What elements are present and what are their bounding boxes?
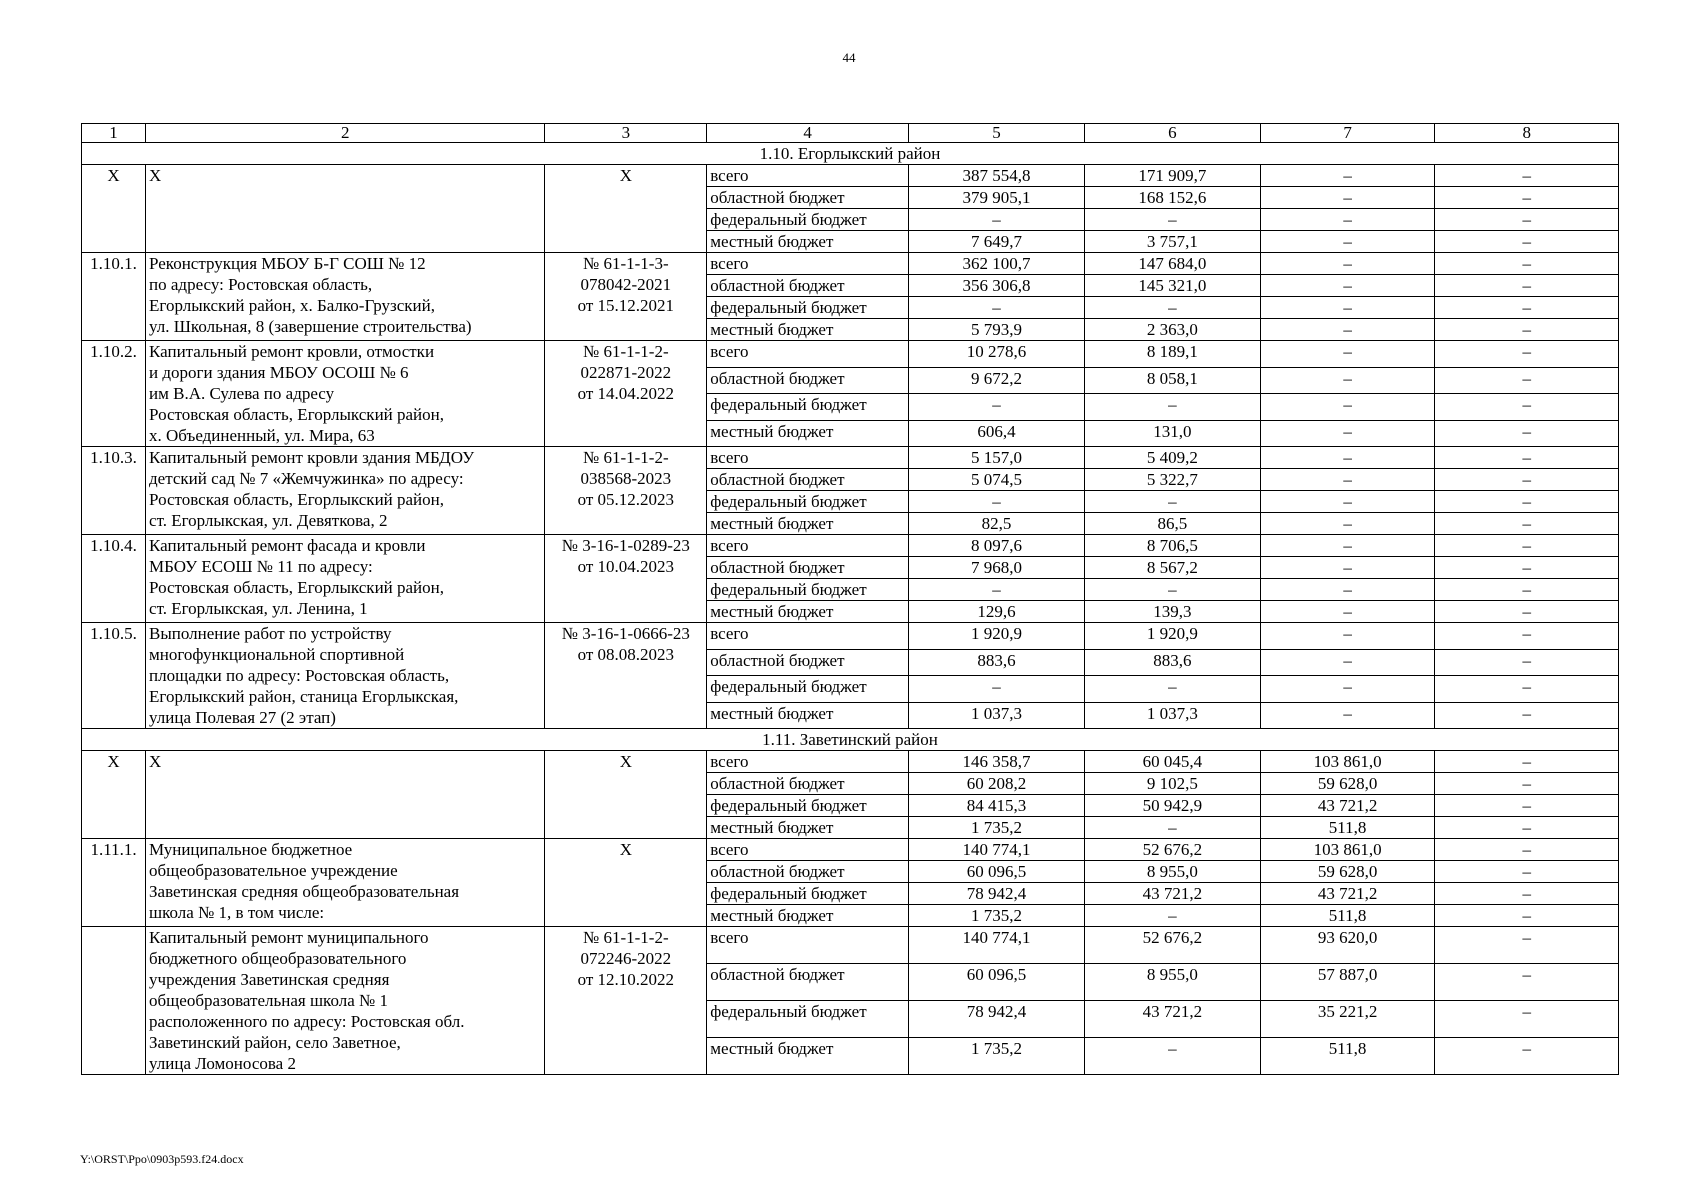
value-col-7: 35 221,2	[1260, 1001, 1435, 1038]
value-col-7: –	[1260, 209, 1435, 231]
object-description-cell: Капитальный ремонт кровли, отмостки и дороги здания МБОУ ОСОШ № 6 им В.А. Сулева по адресу Ростовская область, Егорлыкский район, х. Объединенный, ул. Мира, 63	[146, 341, 545, 447]
value-col-7: –	[1260, 579, 1435, 601]
value-col-6: 8 955,0	[1084, 964, 1260, 1001]
value-col-5: –	[909, 579, 1085, 601]
document-number-cell: X	[545, 751, 707, 839]
budget-source-label: всего	[707, 253, 909, 275]
value-col-6: –	[1084, 905, 1260, 927]
item-number-cell	[82, 927, 146, 1075]
value-col-5: 82,5	[909, 513, 1085, 535]
budget-source-label: местный бюджет	[707, 905, 909, 927]
budget-source-label: федеральный бюджет	[707, 491, 909, 513]
value-col-6: –	[1084, 394, 1260, 421]
value-col-5: 84 415,3	[909, 795, 1085, 817]
value-col-6: 3 757,1	[1084, 231, 1260, 253]
budget-source-label: всего	[707, 535, 909, 557]
section-title: 1.11. Заветинский район	[82, 729, 1619, 751]
table-row	[82, 927, 1619, 964]
document-number-cell: № 61-1-1-2- 022871-2022 от 14.04.2022	[545, 341, 707, 447]
value-col-8: –	[1435, 469, 1619, 491]
value-col-5: 140 774,1	[909, 839, 1085, 861]
table-row	[82, 623, 1619, 650]
value-col-7: 511,8	[1260, 905, 1435, 927]
budget-source-label: всего	[707, 341, 909, 368]
value-col-8: –	[1435, 601, 1619, 623]
value-col-7: 511,8	[1260, 817, 1435, 839]
budget-source-label: федеральный бюджет	[707, 883, 909, 905]
table-row	[82, 165, 1619, 187]
value-col-5: 10 278,6	[909, 341, 1085, 368]
value-col-7: –	[1260, 447, 1435, 469]
item-number-cell: 1.10.5.	[82, 623, 146, 729]
budget-source-label: федеральный бюджет	[707, 676, 909, 703]
document-number-cell: X	[545, 839, 707, 927]
value-col-5: 60 208,2	[909, 773, 1085, 795]
value-col-5: 362 100,7	[909, 253, 1085, 275]
value-col-7: –	[1260, 420, 1435, 447]
budget-source-label: всего	[707, 165, 909, 187]
value-col-6: 43 721,2	[1084, 1001, 1260, 1038]
column-number: 2	[146, 124, 545, 143]
value-col-7: 93 620,0	[1260, 927, 1435, 964]
value-col-6: 1 037,3	[1084, 702, 1260, 729]
item-number-cell: 1.10.3.	[82, 447, 146, 535]
value-col-8: –	[1435, 649, 1619, 676]
value-col-7: –	[1260, 165, 1435, 187]
item-number-cell: 1.10.2.	[82, 341, 146, 447]
value-col-8: –	[1435, 927, 1619, 964]
value-col-7: –	[1260, 601, 1435, 623]
table-row	[82, 447, 1619, 469]
value-col-5: 9 672,2	[909, 367, 1085, 394]
value-col-6: 52 676,2	[1084, 927, 1260, 964]
value-col-7: –	[1260, 513, 1435, 535]
budget-source-label: местный бюджет	[707, 817, 909, 839]
value-col-5: 5 074,5	[909, 469, 1085, 491]
budget-source-label: областной бюджет	[707, 557, 909, 579]
column-number: 6	[1084, 124, 1260, 143]
budget-source-label: местный бюджет	[707, 702, 909, 729]
budget-source-label: всего	[707, 839, 909, 861]
value-col-7: –	[1260, 623, 1435, 650]
object-description-cell: Муниципальное бюджетное общеобразовательное учреждение Заветинская средняя общеобразовательная школа № 1, в том числе:	[146, 839, 545, 927]
value-col-8: –	[1435, 535, 1619, 557]
value-col-7: –	[1260, 275, 1435, 297]
value-col-8: –	[1435, 341, 1619, 368]
value-col-6: –	[1084, 491, 1260, 513]
table-row	[82, 341, 1619, 368]
value-col-6: 86,5	[1084, 513, 1260, 535]
value-col-8: –	[1435, 579, 1619, 601]
object-description-cell: Реконструкция МБОУ Б-Г СОШ № 12 по адресу: Ростовская область, Егорлыкский район, х. Балко-Грузский, ул. Школьная, 8 (завершение строительства)	[146, 253, 545, 341]
value-col-7: –	[1260, 297, 1435, 319]
table-body	[82, 124, 1619, 1075]
column-number: 4	[707, 124, 909, 143]
object-description-cell: X	[146, 751, 545, 839]
value-col-8: –	[1435, 773, 1619, 795]
value-col-6: 5 322,7	[1084, 469, 1260, 491]
value-col-8: –	[1435, 557, 1619, 579]
value-col-7: –	[1260, 676, 1435, 703]
value-col-8: –	[1435, 1038, 1619, 1075]
value-col-8: –	[1435, 964, 1619, 1001]
budget-source-label: областной бюджет	[707, 187, 909, 209]
value-col-6: –	[1084, 297, 1260, 319]
value-col-6: 147 684,0	[1084, 253, 1260, 275]
value-col-6: 168 152,6	[1084, 187, 1260, 209]
value-col-6: 145 321,0	[1084, 275, 1260, 297]
value-col-6: –	[1084, 579, 1260, 601]
document-number-cell: № 61-1-1-2- 072246-2022 от 12.10.2022	[545, 927, 707, 1075]
value-col-7: –	[1260, 469, 1435, 491]
value-col-8: –	[1435, 676, 1619, 703]
value-col-6: 52 676,2	[1084, 839, 1260, 861]
value-col-8: –	[1435, 839, 1619, 861]
section-title-row	[82, 729, 1619, 751]
value-col-5: 7 968,0	[909, 557, 1085, 579]
budget-source-label: федеральный бюджет	[707, 1001, 909, 1038]
budget-source-label: федеральный бюджет	[707, 297, 909, 319]
value-col-7: –	[1260, 394, 1435, 421]
budget-source-label: областной бюджет	[707, 469, 909, 491]
budget-source-label: федеральный бюджет	[707, 579, 909, 601]
value-col-6: 139,3	[1084, 601, 1260, 623]
section-title-row	[82, 143, 1619, 165]
value-col-6: 8 567,2	[1084, 557, 1260, 579]
value-col-7: –	[1260, 253, 1435, 275]
value-col-6: –	[1084, 209, 1260, 231]
value-col-6: 8 955,0	[1084, 861, 1260, 883]
value-col-7: –	[1260, 341, 1435, 368]
budget-source-label: всего	[707, 751, 909, 773]
table-row	[82, 253, 1619, 275]
value-col-6: –	[1084, 1038, 1260, 1075]
value-col-8: –	[1435, 883, 1619, 905]
budget-table	[81, 123, 1619, 1075]
value-col-5: 1 037,3	[909, 702, 1085, 729]
value-col-5: 1 735,2	[909, 817, 1085, 839]
object-description-cell: X	[146, 165, 545, 253]
value-col-6: 60 045,4	[1084, 751, 1260, 773]
value-col-8: –	[1435, 209, 1619, 231]
value-col-7: –	[1260, 557, 1435, 579]
value-col-8: –	[1435, 394, 1619, 421]
item-number-cell: 1.10.4.	[82, 535, 146, 623]
value-col-6: 1 920,9	[1084, 623, 1260, 650]
budget-source-label: местный бюджет	[707, 1038, 909, 1075]
value-col-5: 5 793,9	[909, 319, 1085, 341]
value-col-8: –	[1435, 513, 1619, 535]
value-col-7: 43 721,2	[1260, 883, 1435, 905]
value-col-6: 8 058,1	[1084, 367, 1260, 394]
value-col-8: –	[1435, 253, 1619, 275]
value-col-7: –	[1260, 231, 1435, 253]
section-title: 1.10. Егорлыкский район	[82, 143, 1619, 165]
column-number: 7	[1260, 124, 1435, 143]
column-number: 3	[545, 124, 707, 143]
value-col-6: 50 942,9	[1084, 795, 1260, 817]
value-col-5: –	[909, 297, 1085, 319]
item-number-cell: 1.11.1.	[82, 839, 146, 927]
value-col-5: –	[909, 394, 1085, 421]
table-row	[82, 839, 1619, 861]
value-col-8: –	[1435, 905, 1619, 927]
value-col-7: 59 628,0	[1260, 773, 1435, 795]
value-col-8: –	[1435, 319, 1619, 341]
value-col-5: –	[909, 491, 1085, 513]
value-col-7: –	[1260, 319, 1435, 341]
value-col-7: –	[1260, 491, 1435, 513]
value-col-8: –	[1435, 420, 1619, 447]
value-col-5: 387 554,8	[909, 165, 1085, 187]
item-number-cell: 1.10.1.	[82, 253, 146, 341]
value-col-6: 2 363,0	[1084, 319, 1260, 341]
value-col-5: 140 774,1	[909, 927, 1085, 964]
value-col-5: 60 096,5	[909, 861, 1085, 883]
item-number-cell: X	[82, 165, 146, 253]
value-col-8: –	[1435, 795, 1619, 817]
value-col-8: –	[1435, 275, 1619, 297]
column-number: 1	[82, 124, 146, 143]
value-col-8: –	[1435, 817, 1619, 839]
value-col-8: –	[1435, 297, 1619, 319]
table-row	[82, 751, 1619, 773]
value-col-5: 60 096,5	[909, 964, 1085, 1001]
value-col-5: 883,6	[909, 649, 1085, 676]
object-description-cell: Капитальный ремонт муниципального бюджетного общеобразовательного учреждения Заветинская средняя общеобразовательная школа № 1 расположенного по адресу: Ростовская обл. Заветинский район, село Заветное, улица Ломоносова 2	[146, 927, 545, 1075]
budget-source-label: местный бюджет	[707, 601, 909, 623]
value-col-6: 8 189,1	[1084, 341, 1260, 368]
value-col-7: 57 887,0	[1260, 964, 1435, 1001]
budget-source-label: областной бюджет	[707, 649, 909, 676]
value-col-5: 379 905,1	[909, 187, 1085, 209]
value-col-5: 146 358,7	[909, 751, 1085, 773]
budget-source-label: федеральный бюджет	[707, 394, 909, 421]
value-col-7: –	[1260, 187, 1435, 209]
value-col-5: 78 942,4	[909, 1001, 1085, 1038]
value-col-5: –	[909, 676, 1085, 703]
value-col-8: –	[1435, 702, 1619, 729]
value-col-6: –	[1084, 817, 1260, 839]
value-col-8: –	[1435, 447, 1619, 469]
column-number: 8	[1435, 124, 1619, 143]
value-col-5: 356 306,8	[909, 275, 1085, 297]
value-col-8: –	[1435, 623, 1619, 650]
object-description-cell: Капитальный ремонт кровли здания МБДОУ детский сад № 7 «Жемчужинка» по адресу: Ростовская область, Егорлыкский район, ст. Егорлыкская, ул. Девяткова, 2	[146, 447, 545, 535]
value-col-5: 78 942,4	[909, 883, 1085, 905]
value-col-8: –	[1435, 165, 1619, 187]
value-col-7: –	[1260, 535, 1435, 557]
value-col-5: 1 735,2	[909, 1038, 1085, 1075]
value-col-7: 103 861,0	[1260, 839, 1435, 861]
value-col-5: 606,4	[909, 420, 1085, 447]
budget-source-label: областной бюджет	[707, 367, 909, 394]
budget-source-label: областной бюджет	[707, 861, 909, 883]
value-col-7: 103 861,0	[1260, 751, 1435, 773]
page-number: 44	[842, 50, 856, 65]
value-col-6: 131,0	[1084, 420, 1260, 447]
budget-source-label: местный бюджет	[707, 231, 909, 253]
value-col-8: –	[1435, 187, 1619, 209]
value-col-5: 7 649,7	[909, 231, 1085, 253]
value-col-6: 883,6	[1084, 649, 1260, 676]
value-col-8: –	[1435, 751, 1619, 773]
footer-file-path: Y:\ORST\Ppo\0903p593.f24.docx	[80, 1152, 244, 1166]
document-number-cell: № 3-16-1-0289-23 от 10.04.2023	[545, 535, 707, 623]
budget-source-label: всего	[707, 447, 909, 469]
value-col-5: 129,6	[909, 601, 1085, 623]
value-col-7: –	[1260, 649, 1435, 676]
value-col-6: 5 409,2	[1084, 447, 1260, 469]
value-col-7: 59 628,0	[1260, 861, 1435, 883]
column-number-row	[82, 124, 1619, 143]
value-col-6: 9 102,5	[1084, 773, 1260, 795]
value-col-7: –	[1260, 702, 1435, 729]
value-col-6: 171 909,7	[1084, 165, 1260, 187]
value-col-7: 511,8	[1260, 1038, 1435, 1075]
value-col-8: –	[1435, 861, 1619, 883]
budget-source-label: областной бюджет	[707, 275, 909, 297]
value-col-8: –	[1435, 231, 1619, 253]
budget-source-label: областной бюджет	[707, 964, 909, 1001]
value-col-5: 1 920,9	[909, 623, 1085, 650]
budget-source-label: всего	[707, 927, 909, 964]
budget-source-label: местный бюджет	[707, 319, 909, 341]
value-col-8: –	[1435, 1001, 1619, 1038]
object-description-cell: Выполнение работ по устройству многофункциональной спортивной площадки по адресу: Ростовская область, Егорлыкский район, станица Егорлыкская, улица Полевая 27 (2 этап)	[146, 623, 545, 729]
value-col-5: 1 735,2	[909, 905, 1085, 927]
value-col-7: –	[1260, 367, 1435, 394]
budget-source-label: федеральный бюджет	[707, 209, 909, 231]
document-number-cell: № 61-1-1-2- 038568-2023 от 05.12.2023	[545, 447, 707, 535]
object-description-cell: Капитальный ремонт фасада и кровли МБОУ ЕСОШ № 11 по адресу: Ростовская область, Егорлыкский район, ст. Егорлыкская, ул. Ленина, 1	[146, 535, 545, 623]
value-col-5: 5 157,0	[909, 447, 1085, 469]
budget-source-label: местный бюджет	[707, 420, 909, 447]
item-number-cell: X	[82, 751, 146, 839]
budget-source-label: всего	[707, 623, 909, 650]
value-col-6: 43 721,2	[1084, 883, 1260, 905]
budget-source-label: местный бюджет	[707, 513, 909, 535]
document-number-cell: X	[545, 165, 707, 253]
budget-source-label: федеральный бюджет	[707, 795, 909, 817]
document-number-cell: № 61-1-1-3- 078042-2021 от 15.12.2021	[545, 253, 707, 341]
value-col-5: –	[909, 209, 1085, 231]
value-col-7: 43 721,2	[1260, 795, 1435, 817]
value-col-8: –	[1435, 367, 1619, 394]
table-row	[82, 535, 1619, 557]
budget-source-label: областной бюджет	[707, 773, 909, 795]
value-col-8: –	[1435, 491, 1619, 513]
value-col-5: 8 097,6	[909, 535, 1085, 557]
value-col-6: 8 706,5	[1084, 535, 1260, 557]
document-number-cell: № 3-16-1-0666-23 от 08.08.2023	[545, 623, 707, 729]
value-col-6: –	[1084, 676, 1260, 703]
column-number: 5	[909, 124, 1085, 143]
